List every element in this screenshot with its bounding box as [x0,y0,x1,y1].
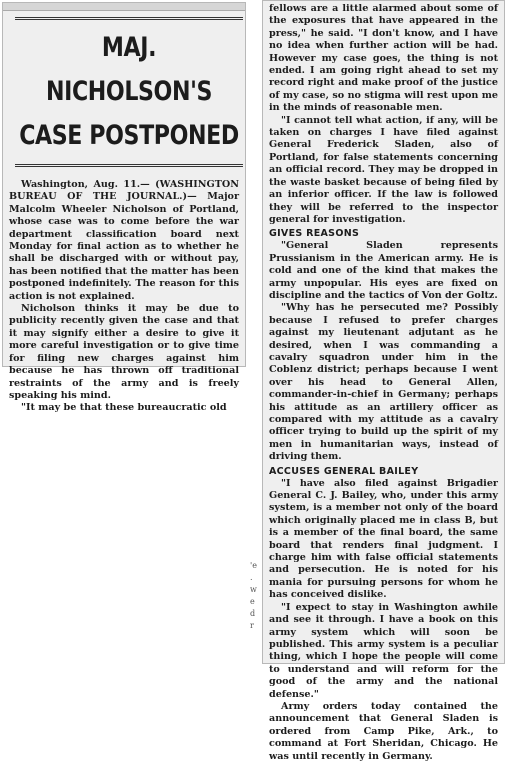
adjacent-column-fragment: 'e . w e d r [250,561,257,630]
body-paragraph: "I have also filed against Brigadier General C. J. Bailey, who, under this army system, is a member not only of the board which originally placed me in class B, but is a member of the final board, the same board that renders final judgment. I charge him with false official statements and persecution. He is noted for his mania for pursuing persons for whom he has conceived dislike. [269,477,498,601]
body-paragraph: "I cannot tell what action, if any, will be taken on charges I have filed against General Frederick Sladen, also of Portland, for false statements concerning an official record. They may be dropped in the waste basket because of being filed by an inferior officer. If the law is followed they will be referred to the inspector general for investigation. [269,114,498,225]
body-paragraph: Nicholson thinks it may be due to publicity recently given the case and that it may signify either a desire to give it more careful investigation or to give time for filing new charges against him because he has thrown off traditional restraints of the army and is freely speaking his mind. [9,303,239,401]
subhead-gives-reasons: GIVES REASONS [269,228,360,240]
body-paragraph: "Why has he persecuted me? Possibly because I refused to prefer charges against my lieutenant adjutant as he desired, when I was commanding a cavalry squadron under him in the Coblenz district; perhaps because I went over his head to General Allen, commander-in-chief in Germany; perhaps his attitude as an artillery officer as compared with my attitude as a cavalry officer trying to build up the spirit of my men in humanitarian ways, instead of driving them. [269,302,498,463]
torn-edge [3,3,245,11]
body-paragraph: "General Sladen represents Prussianism in the American army. He is cold and one of the kind that makes the army unpopular. His eyes are fixed on discipline and the tactics of Von der Goltz. [269,240,498,301]
body-paragraph: fellows are a little alarmed about some of the exposures that have appeared in the press," he said. "I don't know, and I have no idea when further action will be had. However my case goes, the thing is not ended. I am going right ahead to set my record right and make proof of the justice of my case, so no stigma will rest upon me in the minds of reasonable men. [269,3,498,114]
right-column-clipping [262,0,505,762]
dateline-paragraph: Washington, Aug. 11.— (WASHINGTON BUREAU OF THE JOURNAL.)— Major Malcolm Wheeler Nicholson of Portland, whose case was to come before the war department classification board next Monday for final action as to whether he shall be discharged with or without pay, has been notified that the matter has been postponed indefinitely. The reason for this action is not explained. [9,179,239,302]
body-paragraph: "It may be that these bureaucratic old [21,402,227,414]
subhead-accuses-general-bailey: ACCUSES GENERAL BAILEY [269,465,419,477]
body-paragraph: "I expect to stay in Washington awhile and see it through. I have a book on this army system which will soon be published. This army system is a peculiar thing, which I hope the people will come to understand and will reform for the good of the army and the national defense." [269,601,498,700]
left-column-clipping [2,2,246,414]
body-paragraph: Army orders today contained the announcement that General Sladen is ordered from Camp Pike, Ark., to command at Fort Sheridan, Chicago. He was until recently in Germany. [269,700,498,762]
headline: MAJ. NICHOLSON'S CASE POSTPONED [15,17,243,167]
